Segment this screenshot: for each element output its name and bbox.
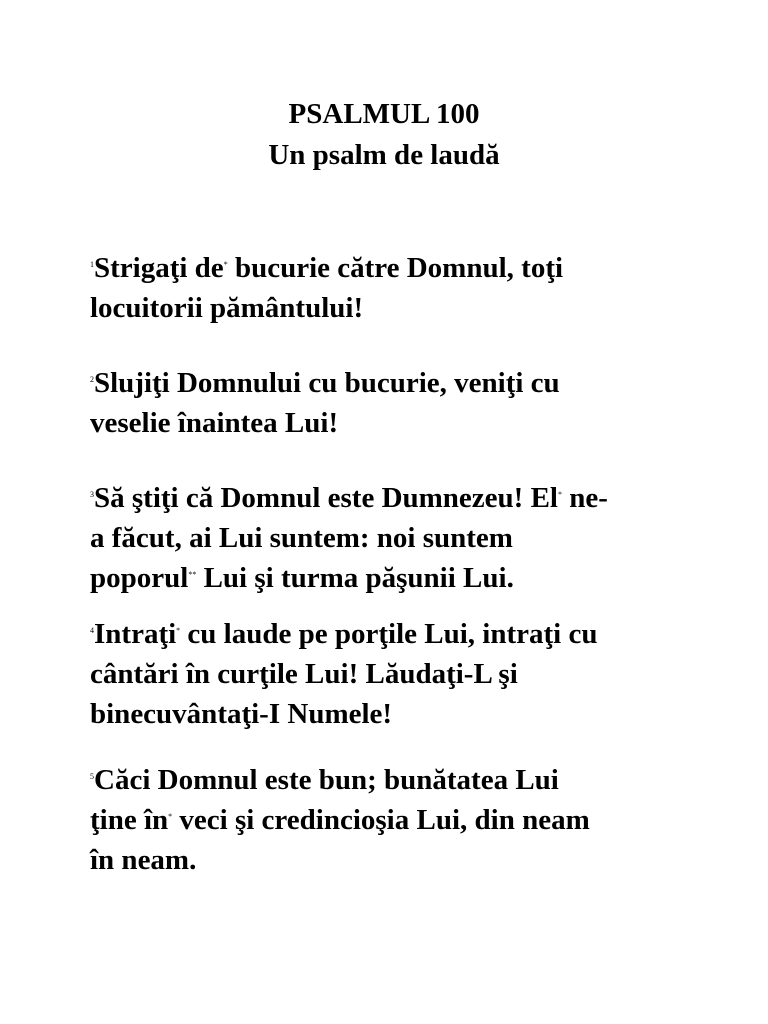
verse-1 <box>90 248 690 328</box>
verse-number: 3 <box>90 490 94 499</box>
verse-line <box>90 518 690 558</box>
verse-line <box>90 403 690 443</box>
verse-number: 2 <box>90 375 94 384</box>
footnote-mark: ** <box>188 570 197 579</box>
verse-text: veselie înaintea Lui! <box>90 407 339 439</box>
verse-text: în neam. <box>90 844 197 876</box>
verse-text: Lui şi turma păşunii Lui. <box>203 562 514 594</box>
verse-line <box>90 478 690 518</box>
verse-text: Căci Domnul este bun; bunătatea Lui <box>94 764 559 796</box>
verse-text: ţine în <box>90 804 169 836</box>
verse-text: a făcut, ai Lui suntem: noi suntem <box>90 522 513 554</box>
verse-number: 4 <box>90 626 94 635</box>
footnote-mark: * <box>176 626 181 635</box>
verse-2 <box>90 363 690 443</box>
verse-line <box>90 614 690 654</box>
verse-text: Intraţi <box>94 618 177 650</box>
verse-text: cântări în curţile Lui! Lăudaţi-L şi <box>90 658 518 690</box>
psalm-header <box>0 94 768 176</box>
verse-line <box>90 694 690 734</box>
verse-text: cu laude pe porţile Lui, intraţi cu <box>187 618 598 650</box>
verse-5 <box>90 760 690 880</box>
footnote-mark: * <box>557 490 562 499</box>
footnote-mark: * <box>168 812 173 821</box>
verse-text: veci şi credincioşia Lui, din neam <box>179 804 590 836</box>
verse-line <box>90 288 690 328</box>
verse-line <box>90 654 690 694</box>
verse-text: poporul <box>90 562 189 594</box>
verse-text: binecuvântaţi-I Numele! <box>90 698 393 730</box>
verse-4 <box>90 614 690 734</box>
psalm-title: PSALMUL 100 <box>288 98 480 130</box>
verse-line <box>90 248 690 288</box>
verse-number: 1 <box>90 260 94 269</box>
verse-line <box>90 800 690 840</box>
verse-line <box>90 840 690 880</box>
verse-text: bucurie către Domnul, toţi <box>234 252 564 284</box>
verse-text: locuitorii pământului! <box>90 292 364 324</box>
verse-text: Strigaţi de <box>94 252 224 284</box>
verse-line <box>90 558 690 598</box>
verse-text: Slujiţi Domnului cu bucurie, veniţi cu <box>94 367 560 399</box>
verse-3 <box>90 478 690 598</box>
verse-number: 5 <box>90 772 94 781</box>
verse-line <box>90 760 690 800</box>
verse-line <box>90 363 690 403</box>
verse-text: Să ştiţi că Domnul este Dumnezeu! El <box>94 482 558 514</box>
footnote-mark: * <box>223 260 228 269</box>
psalm-subtitle: Un psalm de laudă <box>268 139 500 171</box>
verse-text: ne- <box>569 482 608 514</box>
